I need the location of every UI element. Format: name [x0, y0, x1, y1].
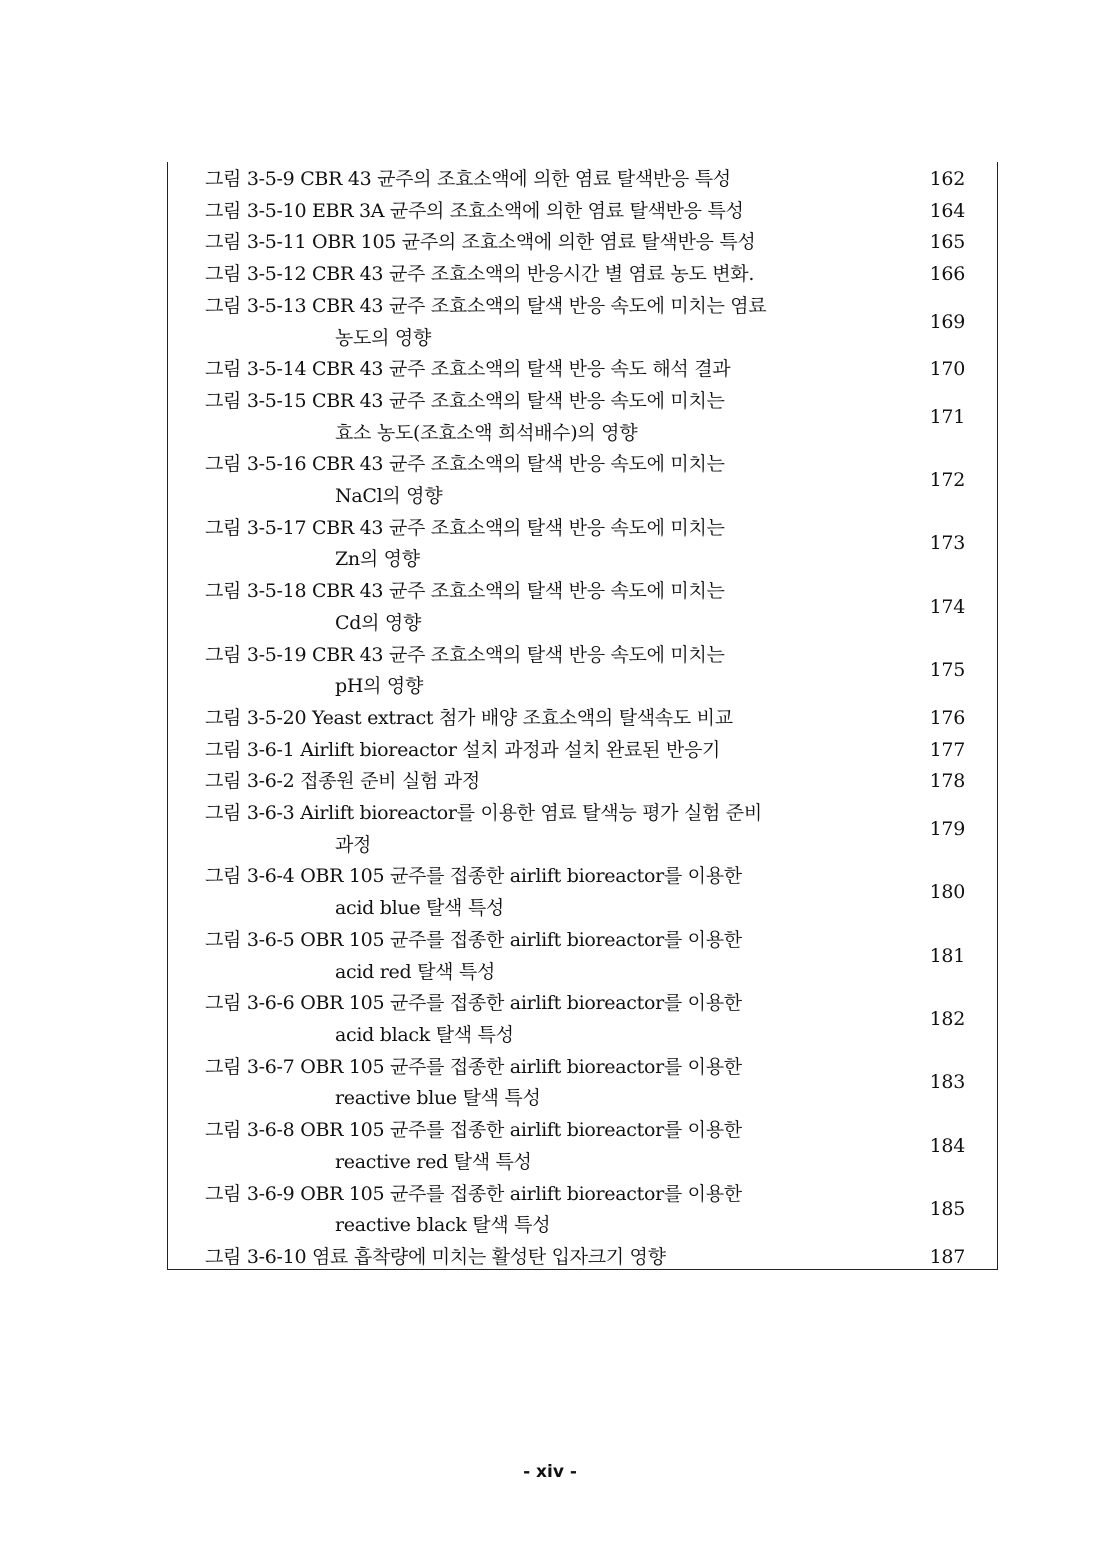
entry-title-line2: 과정	[335, 833, 372, 856]
entry-page-number: 181	[929, 944, 965, 967]
entry-page-number: 175	[929, 659, 965, 682]
entry-title	[205, 925, 895, 988]
entry-title-line1: 그림 3-5-9 CBR 43 균주의 조효소액에 의한 염료 탈색반응 특성	[205, 168, 731, 190]
entry-page-number: 165	[929, 231, 965, 254]
toc-entry[interactable]	[205, 925, 975, 988]
entry-title	[205, 164, 895, 196]
toc-entry[interactable]	[205, 1242, 975, 1274]
toc-entry[interactable]	[205, 1052, 975, 1115]
entry-title-line2: reactive red 탈색 특성	[335, 1150, 532, 1173]
entry-title-line2: NaCl의 영향	[335, 485, 443, 508]
entry-title-line2: acid black 탈색 특성	[335, 1023, 514, 1046]
entry-title	[205, 354, 895, 386]
toc-entry[interactable]	[205, 227, 975, 259]
toc-entry[interactable]	[205, 703, 975, 735]
entry-page-number: 174	[929, 595, 965, 618]
entry-title-line1: 그림 3-6-4 OBR 105 균주를 접종한 airlift bioreactor를 이용한	[205, 865, 742, 888]
entry-page-number: 173	[929, 532, 965, 555]
entry-title-line1: 그림 3-5-20 Yeast extract 첨가 배양 조효소액의 탈색속도 비교	[205, 706, 733, 729]
entry-title	[205, 449, 895, 512]
entry-page-number: 164	[929, 199, 965, 222]
entry-title-line2: 효소 농도(조효소액 희석배수)의 영향	[335, 421, 638, 444]
entry-page-number: 177	[929, 738, 965, 761]
toc-entry[interactable]	[205, 291, 975, 354]
entry-page-number: 180	[929, 881, 965, 904]
toc-entry[interactable]	[205, 988, 975, 1051]
entry-page-number: 182	[929, 1008, 965, 1031]
toc-entry[interactable]	[205, 449, 975, 512]
page-number: - xiv -	[523, 1462, 577, 1482]
toc-entry[interactable]	[205, 196, 975, 228]
entry-title-line1: 그림 3-6-1 Airlift bioreactor 설치 과정과 설치 완료된 반응기	[205, 738, 721, 761]
entry-title	[205, 576, 895, 639]
entry-title-line1: 그림 3-6-8 OBR 105 균주를 접종한 airlift bioreactor를 이용한	[205, 1119, 742, 1142]
entry-title	[205, 861, 895, 924]
entry-page-number: 162	[929, 167, 965, 190]
entry-title	[205, 259, 895, 291]
entry-page-number: 169	[929, 310, 965, 333]
toc-entry[interactable]	[205, 576, 975, 639]
entry-title-line2: reactive black 탈색 특성	[335, 1214, 551, 1237]
entry-title-line1: 그림 3-6-2 접종원 준비 실험 과정	[205, 770, 480, 793]
toc-entry[interactable]	[205, 861, 975, 924]
entry-title-line1: 그림 3-5-13 CBR 43 균주 조효소액의 탈색 반응 속도에 미치는 염료	[205, 294, 767, 317]
entry-title	[205, 640, 895, 703]
entry-title	[205, 798, 895, 861]
entry-title-line2: acid blue 탈색 특성	[335, 897, 504, 920]
entry-page-number: 176	[929, 706, 965, 729]
entry-page-number: 178	[929, 770, 965, 793]
toc-entry[interactable]	[205, 798, 975, 861]
toc-entry[interactable]	[205, 386, 975, 449]
entry-title	[205, 196, 895, 228]
entry-title-line1: 그림 3-5-17 CBR 43 균주 조효소액의 탈색 반응 속도에 미치는	[205, 516, 725, 539]
entry-title-line2: acid red 탈색 특성	[335, 960, 496, 983]
entry-title	[205, 988, 895, 1051]
entry-title-line2: reactive blue 탈색 특성	[335, 1087, 541, 1110]
entry-page-number: 172	[929, 469, 965, 492]
toc-entry[interactable]	[205, 164, 975, 196]
entry-title-line1: 그림 3-6-3 Airlift bioreactor를 이용한 염료 탈색능 평가 실험 준비	[205, 802, 762, 825]
entry-title	[205, 1052, 895, 1115]
entry-title	[205, 766, 895, 798]
entry-title-line2: Cd의 영향	[335, 611, 422, 634]
figure-list	[205, 164, 975, 1274]
entry-page-number: 185	[929, 1198, 965, 1221]
entry-title-line1: 그림 3-6-6 OBR 105 균주를 접종한 airlift bioreactor를 이용한	[205, 992, 742, 1015]
entry-title	[205, 291, 895, 354]
entry-page-number: 166	[929, 263, 965, 286]
entry-title-line2: Zn의 영향	[335, 548, 420, 571]
entry-title	[205, 386, 895, 449]
toc-entry[interactable]	[205, 513, 975, 576]
entry-title-line1: 그림 3-5-16 CBR 43 균주 조효소액의 탈색 반응 속도에 미치는	[205, 453, 725, 476]
entry-title	[205, 513, 895, 576]
toc-entry[interactable]	[205, 640, 975, 703]
entry-page-number: 183	[929, 1071, 965, 1094]
entry-page-number: 179	[929, 817, 965, 840]
toc-entry[interactable]	[205, 354, 975, 386]
entry-title-line1: 그림 3-5-18 CBR 43 균주 조효소액의 탈색 반응 속도에 미치는	[205, 580, 725, 603]
entry-title	[205, 1242, 895, 1274]
entry-title-line1: 그림 3-6-7 OBR 105 균주를 접종한 airlift bioreactor를 이용한	[205, 1055, 742, 1078]
toc-entry[interactable]	[205, 259, 975, 291]
entry-title-line1: 그림 3-5-14 CBR 43 균주 조효소액의 탈색 반응 속도 해석 결과	[205, 358, 731, 381]
entry-title-line1: 그림 3-5-15 CBR 43 균주 조효소액의 탈색 반응 속도에 미치는	[205, 389, 725, 412]
entry-title-line1: 그림 3-5-12 CBR 43 균주 조효소액의 반응시간 별 염료 농도 변화.	[205, 263, 755, 286]
entry-title-line1: 그림 3-6-5 OBR 105 균주를 접종한 airlift bioreactor를 이용한	[205, 928, 742, 951]
toc-entry[interactable]	[205, 1179, 975, 1242]
toc-entry[interactable]	[205, 735, 975, 767]
entry-title-line1: 그림 3-6-10 염료 흡착량에 미치는 활성탄 입자크기 영향	[205, 1245, 666, 1268]
entry-title	[205, 227, 895, 259]
entry-title	[205, 703, 895, 735]
entry-title-line1: 그림 3-5-11 OBR 105 균주의 조효소액에 의한 염료 탈색반응 특성	[205, 231, 756, 254]
entry-title	[205, 1179, 895, 1242]
entry-title-line1: 그림 3-5-19 CBR 43 균주 조효소액의 탈색 반응 속도에 미치는	[205, 643, 725, 666]
entry-title-line2: pH의 영향	[335, 675, 424, 698]
entry-page-number: 184	[929, 1134, 965, 1157]
entry-title	[205, 1115, 895, 1178]
entry-page-number: 170	[929, 358, 965, 381]
entry-title-line1: 그림 3-5-10 EBR 3A 균주의 조효소액에 의한 염료 탈색반응 특성	[205, 199, 744, 222]
entry-title	[205, 735, 895, 767]
entry-title-line1: 그림 3-6-9 OBR 105 균주를 접종한 airlift bioreactor를 이용한	[205, 1182, 742, 1205]
toc-entry[interactable]	[205, 1115, 975, 1178]
entry-page-number: 171	[929, 405, 965, 428]
toc-entry[interactable]	[205, 766, 975, 798]
entry-page-number: 187	[929, 1245, 965, 1268]
entry-title-line2: 농도의 영향	[335, 326, 432, 349]
